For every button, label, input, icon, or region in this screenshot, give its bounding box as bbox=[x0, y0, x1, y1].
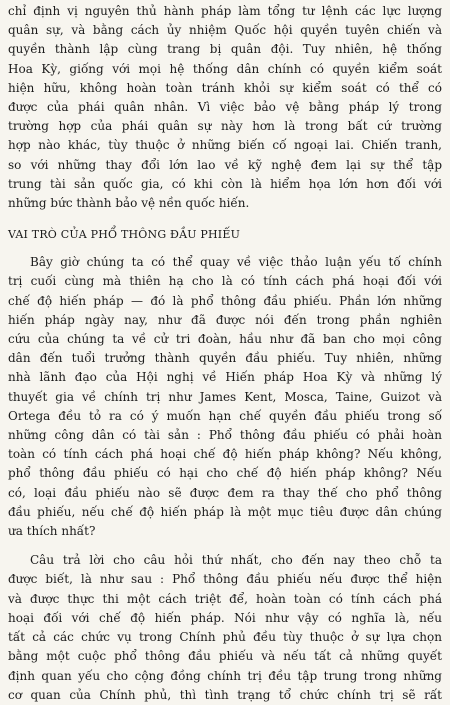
text-line: được biết, là như sau : Phổ thông đầu phiếu nếu được thể hiện bbox=[8, 572, 442, 587]
text-line: có, loại đầu phiếu nào sẽ được đem ra thay thế cho phổ thông bbox=[8, 485, 442, 500]
text-line: Câu trả lời cho câu hỏi thứ nhất, cho đến nay theo chỗ ta bbox=[30, 553, 442, 568]
text-line: cơ quan của Chính phủ, thì tình trạng tổ chức chính trị sẽ rất bbox=[8, 687, 442, 702]
text-line: bằng một cuộc phổ thông đầu phiếu và nếu tất cả những quyết bbox=[8, 649, 442, 664]
text-line: hợp nào khác, tùy thuộc ở những biến cố ngoại lai. Chiến tranh, bbox=[8, 138, 442, 153]
text-line: hoại đối với chế độ hiến pháp. Nói như vậy có nghĩa là, nếu bbox=[8, 610, 442, 625]
paragraph-universal-suffrage bbox=[8, 253, 442, 541]
text-line: hiến pháp ngày nay, như đã được nói đến trong phần nghiên bbox=[8, 312, 442, 327]
text-line: những bức thành bảo vệ nền quốc hiến. bbox=[8, 196, 250, 211]
text-line: chế độ hiến pháp — đó là phổ thông đầu phiếu. Phần lớn những bbox=[8, 293, 442, 308]
text-line: Bây giờ chúng ta có thể quay về việc thảo luận yếu tố chính bbox=[30, 255, 442, 270]
text-line: hiện hữu, không hoàn toàn tránh khỏi sự kiểm soát có thể có bbox=[8, 80, 442, 95]
text-line: dân đến tuổi trưởng thành quyền đầu phiếu. Tuy nhiên, những bbox=[8, 351, 442, 366]
text-line: tất cả các chức vụ trong Chính phủ đều tùy thuộc ở sự lựa chọn bbox=[8, 630, 442, 645]
text-line: được của phái quân nhân. Vì việc bảo vệ bằng pháp lý trong bbox=[8, 100, 442, 115]
text-line: những công dân có tài sản : Phổ thông đầu phiếu có phải hoàn bbox=[8, 428, 442, 443]
text-line: quân sự, và bằng cách ủy nhiệm Quốc hội quyền tuyên chiến và bbox=[8, 23, 442, 38]
text-line: ưa thích nhất? bbox=[8, 524, 96, 539]
text-line: đầu phiếu, nếu chế độ hiến pháp là một mục tiêu được dân chúng bbox=[8, 504, 442, 519]
text-line: cứu của chúng ta về cử tri đoàn, hầu như đã ban cho mọi công bbox=[8, 332, 442, 347]
paragraph-military-control bbox=[8, 2, 442, 213]
section-heading: VAI TRÒ CỦA PHỔ THÔNG ĐẦU PHIẾU bbox=[8, 228, 241, 242]
text-line: Ortega đều tỏ ra có ý muốn hạn chế quyền đầu phiếu trong số bbox=[8, 408, 442, 423]
text-line: chỉ định vị nguyên thủ hành pháp làm tổng tư lệnh các lực lượng bbox=[8, 4, 442, 18]
text-line: trị cuối cùng mà thiên hạ cho là có tính cách phá hoại đối với bbox=[8, 274, 442, 289]
paragraph-answer bbox=[8, 551, 442, 705]
text-line: thuyết gia về chính trị như James Kent, Mosca, Taine, Guizot và bbox=[8, 389, 442, 404]
text-line: trường hợp của phái quân sự này hơn là trong bất cứ trường bbox=[8, 119, 442, 134]
text-line: Hoa Kỳ, giống với mọi hệ thống dân chính có quyền kiểm soát bbox=[8, 61, 442, 76]
text-line: toàn có tính cách phá hoại chế độ hiến pháp không? Nếu không, bbox=[8, 447, 442, 462]
text-line: so với những thay đổi lớn lao về kỹ nghệ đem lại sự thể tập bbox=[8, 157, 442, 172]
text-line: nhà lãnh đạo của Hội nghị về Hiến pháp Hoa Kỳ và những lý bbox=[8, 370, 442, 385]
text-line: định quan yếu cho cộng đồng chính trị đều tập trung trong những bbox=[8, 668, 442, 683]
text-line: và được thực thi một cách triệt để, hoàn toàn có tính cách phá bbox=[8, 591, 442, 606]
text-line: quyền thành lập cùng trang bị quân đội. Tuy nhiên, hệ thống bbox=[8, 42, 442, 57]
text-line: trung tài sản quốc gia, có khi còn là hiểm họa lớn hơn đối với bbox=[8, 176, 442, 191]
text-line: phổ thông đầu phiếu có hại cho chế độ hiến pháp không? Nếu bbox=[8, 466, 442, 481]
